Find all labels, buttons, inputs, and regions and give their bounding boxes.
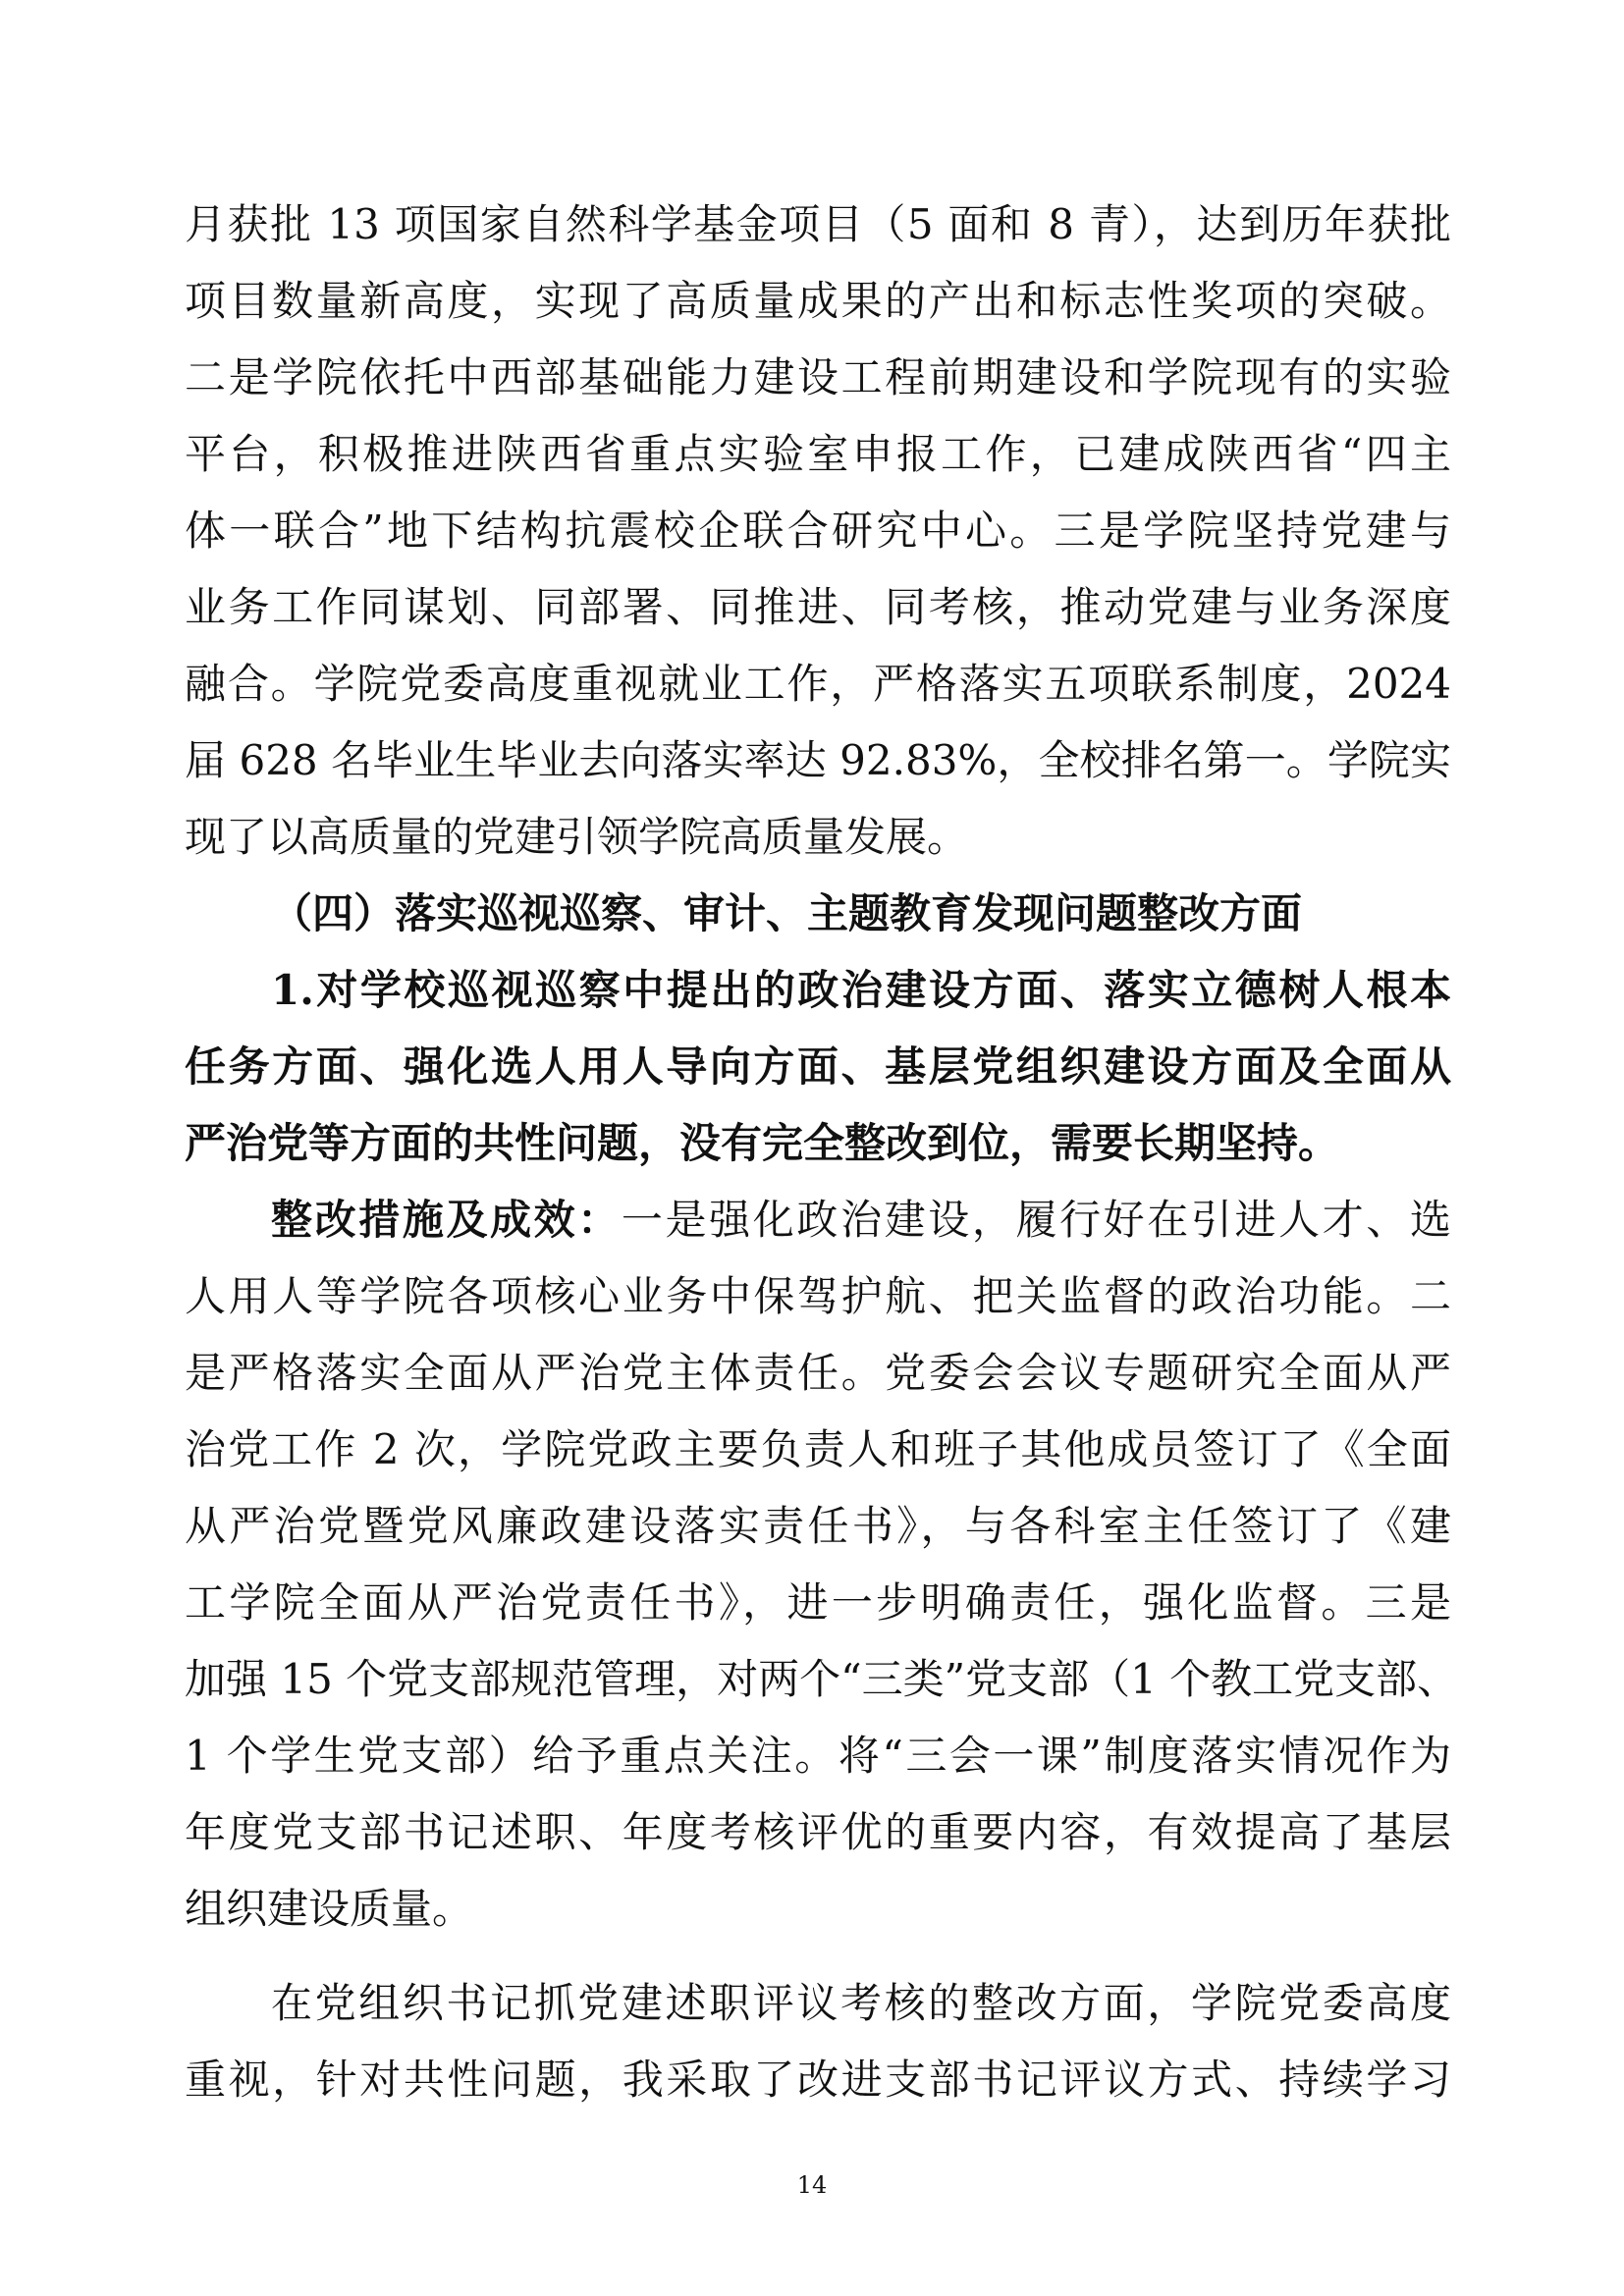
paragraph-review: [185, 1965, 1451, 2118]
text-line: 在党组织书记抓党建述职评议考核的整改方面，学院党委高度: [271, 1979, 1451, 2027]
paragraph-achievements: [185, 187, 1451, 876]
text-line: 从严治党暨党风廉政建设落实责任书》，与各科室主任签订了《建: [185, 1502, 1451, 1550]
document-page: [185, 187, 1459, 2118]
paragraph-gap: [185, 1948, 1451, 1965]
page-number: 14: [796, 2171, 828, 2199]
text-line: 治党工作 2 次，学院党政主要负责人和班子其他成员签订了《全面: [185, 1425, 1451, 1473]
text-line: 组织建设质量。: [185, 1885, 474, 1933]
text-line: 体一联合”地下结构抗震校企联合研究中心。三是学院坚持党建与: [185, 507, 1451, 555]
issue-line: 1.对学校巡视巡察中提出的政治建设方面、落实立德树人根本: [271, 966, 1451, 1014]
text-line: 月获批 13 项国家自然科学基金项目（5 面和 8 青），达到历年获批: [185, 200, 1451, 248]
text-line: 届 628 名毕业生毕业去向落实率达 92.83%，全校排名第一。学院实: [185, 736, 1451, 784]
text-line: 重视，针对共性问题，我采取了改进支部书记评议方式、持续学习: [185, 2056, 1451, 2104]
text-line: 是严格落实全面从严治党主体责任。党委会会议专题研究全面从严: [185, 1349, 1451, 1397]
text-line: 二是学院依托中西部基础能力建设工程前期建设和学院现有的实验: [185, 353, 1451, 401]
text-line: 工学院全面从严治党责任书》，进一步明确责任，强化监督。三是: [185, 1578, 1451, 1627]
measures-first-line-text: 一是强化政治建设，履行好在引进人才、选: [621, 1196, 1451, 1244]
section-heading: （四）落实巡视巡察、审计、主题教育发现问题整改方面: [271, 889, 1303, 937]
text-line: 年度党支部书记述职、年度考核评优的重要内容，有效提高了基层: [185, 1808, 1451, 1856]
text-line: 业务工作同谋划、同部署、同推进、同考核，推动党建与业务深度: [185, 583, 1451, 631]
issue-1: [185, 952, 1451, 1182]
text-line: 项目数量新高度，实现了高质量成果的产出和标志性奖项的突破。: [185, 277, 1451, 325]
issue-line: 任务方面、强化选人用人导向方面、基层党组织建设方面及全面从: [185, 1042, 1451, 1091]
measures-first-line: [185, 1182, 1451, 1258]
text-line: 加强 15 个党支部规范管理，对两个“三类”党支部（1 个教工党支部、: [185, 1655, 1459, 1703]
issue-line: 严治党等方面的共性问题，没有完全整改到位，需要长期坚持。: [185, 1119, 1340, 1167]
measures-paragraph: [185, 1182, 1459, 1948]
text-line: 1 个学生党支部）给予重点关注。将“三会一课”制度落实情况作为: [185, 1732, 1451, 1780]
measures-label: 整改措施及成效：: [271, 1196, 622, 1244]
text-line: 现了以高质量的党建引领学院高质量发展。: [185, 813, 969, 861]
text-line: 平台，积极推进陕西省重点实验室申报工作，已建成陕西省“四主: [185, 430, 1451, 478]
text-line: 人用人等学院各项核心业务中保驾护航、把关监督的政治功能。二: [185, 1272, 1451, 1320]
text-line: 融合。学院党委高度重视就业工作，严格落实五项联系制度，2024: [185, 660, 1451, 708]
